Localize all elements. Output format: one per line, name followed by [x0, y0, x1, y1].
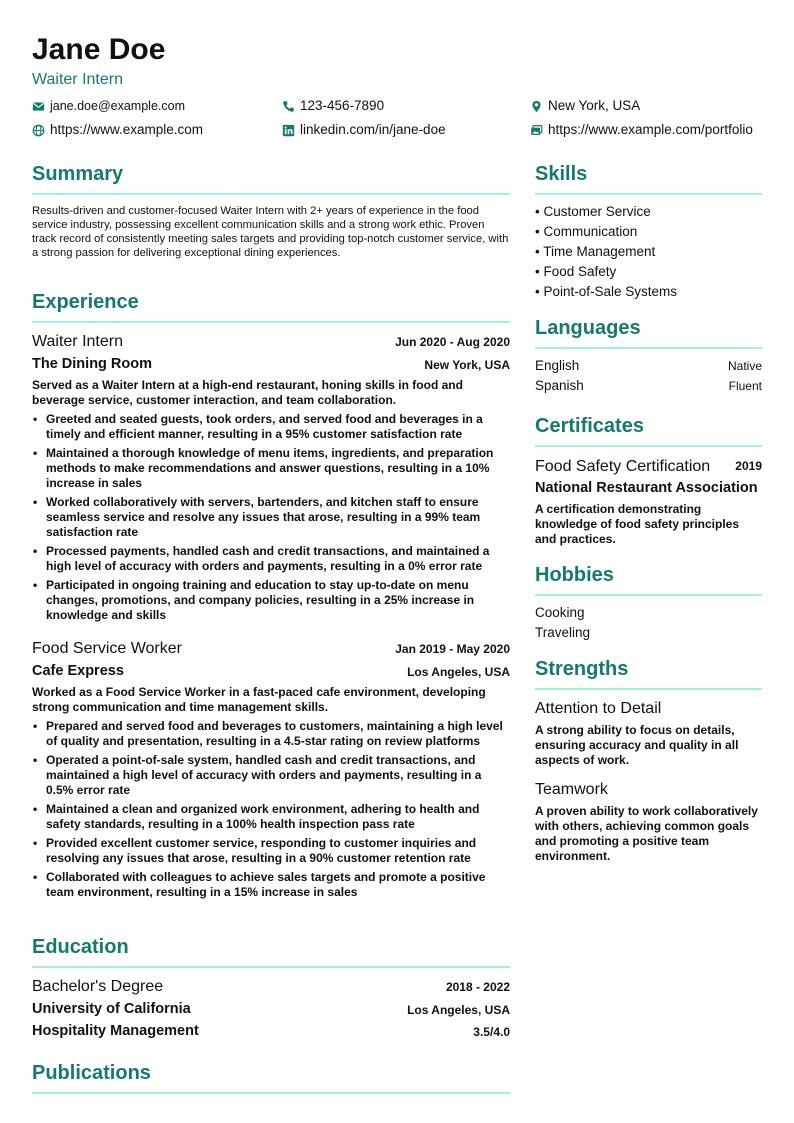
skills-list — [535, 202, 762, 302]
skills-heading: Skills — [535, 163, 588, 185]
summary-divider — [32, 193, 510, 195]
strength-description: A proven ability to work collaboratively with others, achieving common goals and promoting a positive team environment. — [535, 804, 758, 863]
strength-description: A strong ability to focus on details, ensuring accuracy and quality in all aspects of work. — [535, 723, 739, 767]
education-heading: Education — [32, 936, 129, 958]
education-gpa: 3.5/4.0 — [473, 1025, 510, 1039]
contact-location — [530, 98, 640, 114]
strengths-heading: Strengths — [535, 658, 629, 680]
job-location: New York, USA — [424, 358, 510, 372]
language-row — [535, 376, 762, 396]
job-bullets — [32, 412, 510, 627]
experience-divider — [32, 321, 510, 323]
job-date: Jun 2020 - Aug 2020 — [395, 335, 510, 349]
education-years: 2018 - 2022 — [445, 980, 510, 994]
skill-item: • Food Safety — [535, 264, 617, 279]
education-degree: Bachelor's Degree — [32, 978, 164, 995]
linkedin-text: linkedin.com/in/jane-doe — [300, 122, 446, 137]
language-row — [535, 356, 762, 376]
languages-divider — [535, 347, 762, 349]
language-level: Native — [727, 359, 762, 373]
hobbies-divider — [535, 594, 762, 596]
hobbies-heading: Hobbies — [535, 564, 614, 586]
skill-item: • Time Management — [535, 244, 656, 259]
resume-name: Jane Doe — [32, 33, 166, 66]
job-location: Los Angeles, USA — [407, 665, 510, 679]
education-location: Los Angeles, USA — [407, 1003, 510, 1017]
job-description: Worked as a Food Service Worker in a fast-paced cafe environment, developing strong communication and time management skills. — [32, 685, 486, 714]
skill-item: • Communication — [535, 224, 638, 239]
strength-title: Attention to Detail — [535, 700, 662, 717]
job-bullet: • Operated a point-of-sale system, handled cash and credit transactions, and maintained a high level of accuracy with orders and payments, resulting in a 0.5% error rate — [32, 753, 510, 798]
job-bullet: • Prepared and served food and beverages to customers, maintaining a high level of quality and presentation, resulting in a 4.5-star rating on review platforms — [32, 719, 510, 749]
email-icon — [32, 100, 45, 113]
phone-icon — [282, 100, 295, 113]
certificates-divider — [535, 445, 762, 447]
job-bullet: • Provided excellent customer service, responding to customer inquiries and resolving any issues that arose, resulting in a 90% customer retention rate — [32, 836, 510, 866]
contact-website[interactable] — [32, 122, 203, 138]
languages-heading: Languages — [535, 317, 641, 339]
job-bullet: • Processed payments, handled cash and credit transactions, and maintained a high level of accuracy with orders and payments, resulting in a 0% error rate — [32, 544, 510, 574]
email-text: jane.doe@example.com — [50, 99, 185, 113]
languages-list — [535, 356, 762, 396]
contact-phone[interactable] — [282, 98, 384, 114]
certificate-name: Food Safety Certification — [535, 458, 711, 475]
location-text: New York, USA — [548, 98, 641, 113]
location-icon — [530, 100, 543, 113]
job-bullet: • Greeted and seated guests, took orders, and served food and beverages in a timely and efficient manner, resulting in a 95% customer satisfaction rate — [32, 412, 510, 442]
portfolio-text: https://www.example.com/portfolio — [548, 122, 753, 137]
certificate-year: 2019 — [735, 459, 762, 473]
contact-portfolio[interactable] — [530, 122, 753, 138]
job-date: Jan 2019 - May 2020 — [395, 642, 510, 656]
hobby-item: Cooking — [535, 605, 585, 620]
globe-icon — [32, 124, 45, 137]
experience-heading: Experience — [32, 291, 139, 313]
certificates-heading: Certificates — [535, 415, 644, 437]
skill-item: • Customer Service — [535, 204, 651, 219]
contact-email[interactable] — [32, 99, 185, 114]
language-name: Spanish — [535, 378, 584, 393]
resume-title: Waiter Intern — [32, 71, 123, 88]
job-company: The Dining Room — [32, 356, 153, 372]
job-company: Cafe Express — [32, 663, 124, 679]
job-bullet: • Maintained a thorough knowledge of menu items, ingredients, and preparation methods to make recommendations and answer questions, resulting in a 10% increase in sales — [32, 446, 510, 491]
hobbies-list — [535, 603, 762, 643]
job-bullets — [32, 719, 510, 904]
summary-text: Results-driven and customer-focused Waiter Intern with 2+ years of experience in the food service industry, possessing excellent communication skills and a strong work ethic. Proven track record of consistently meeting sales targets and providing top-notch customer service, with a strong passion for delivering exceptional dining experiences. — [32, 205, 509, 259]
job-title: Waiter Intern — [32, 333, 123, 350]
website-text: https://www.example.com — [50, 122, 204, 137]
linkedin-icon — [282, 124, 295, 137]
skills-divider — [535, 193, 762, 195]
publications-divider — [32, 1092, 510, 1094]
certificate-issuer: National Restaurant Association — [535, 480, 758, 496]
job-bullet: • Collaborated with colleagues to achieve sales targets and promote a positive team environment, resulting in a 15% increase in sales — [32, 870, 510, 900]
skill-item: • Point-of-Sale Systems — [535, 284, 678, 299]
hobby-item: Traveling — [535, 625, 591, 640]
language-name: English — [535, 358, 580, 373]
education-field: Hospitality Management — [32, 1023, 199, 1039]
phone-text: 123-456-7890 — [300, 98, 385, 113]
job-bullet: • Maintained a clean and organized work environment, adhering to health and safety standards, resulting in a 100% health inspection pass rate — [32, 802, 510, 832]
summary-heading: Summary — [32, 163, 124, 185]
language-level: Fluent — [728, 379, 762, 393]
job-bullet: • Worked collaboratively with servers, bartenders, and kitchen staff to ensure seamless service and resolve any issues that arose, resulting in a 99% team satisfaction rate — [32, 495, 510, 540]
publications-heading: Publications — [32, 1062, 151, 1084]
strengths-divider — [535, 688, 762, 690]
certificate-description: A certification demonstrating knowledge of food safety principles and practices. — [535, 502, 740, 546]
education-school: University of California — [32, 1001, 191, 1017]
job-title: Food Service Worker — [32, 640, 182, 657]
job-bullet: • Participated in ongoing training and education to stay up-to-date on menu changes, promotions, and company policies, resulting in a 25% increase in knowledge and skills — [32, 578, 510, 623]
portfolio-icon — [530, 124, 543, 137]
strength-title: Teamwork — [535, 781, 608, 798]
contact-linkedin[interactable] — [282, 122, 446, 138]
education-divider — [32, 966, 510, 968]
job-description: Served as a Waiter Intern at a high-end restaurant, honing skills in food and beverage service, customer interaction, and team collaboration. — [32, 378, 463, 407]
